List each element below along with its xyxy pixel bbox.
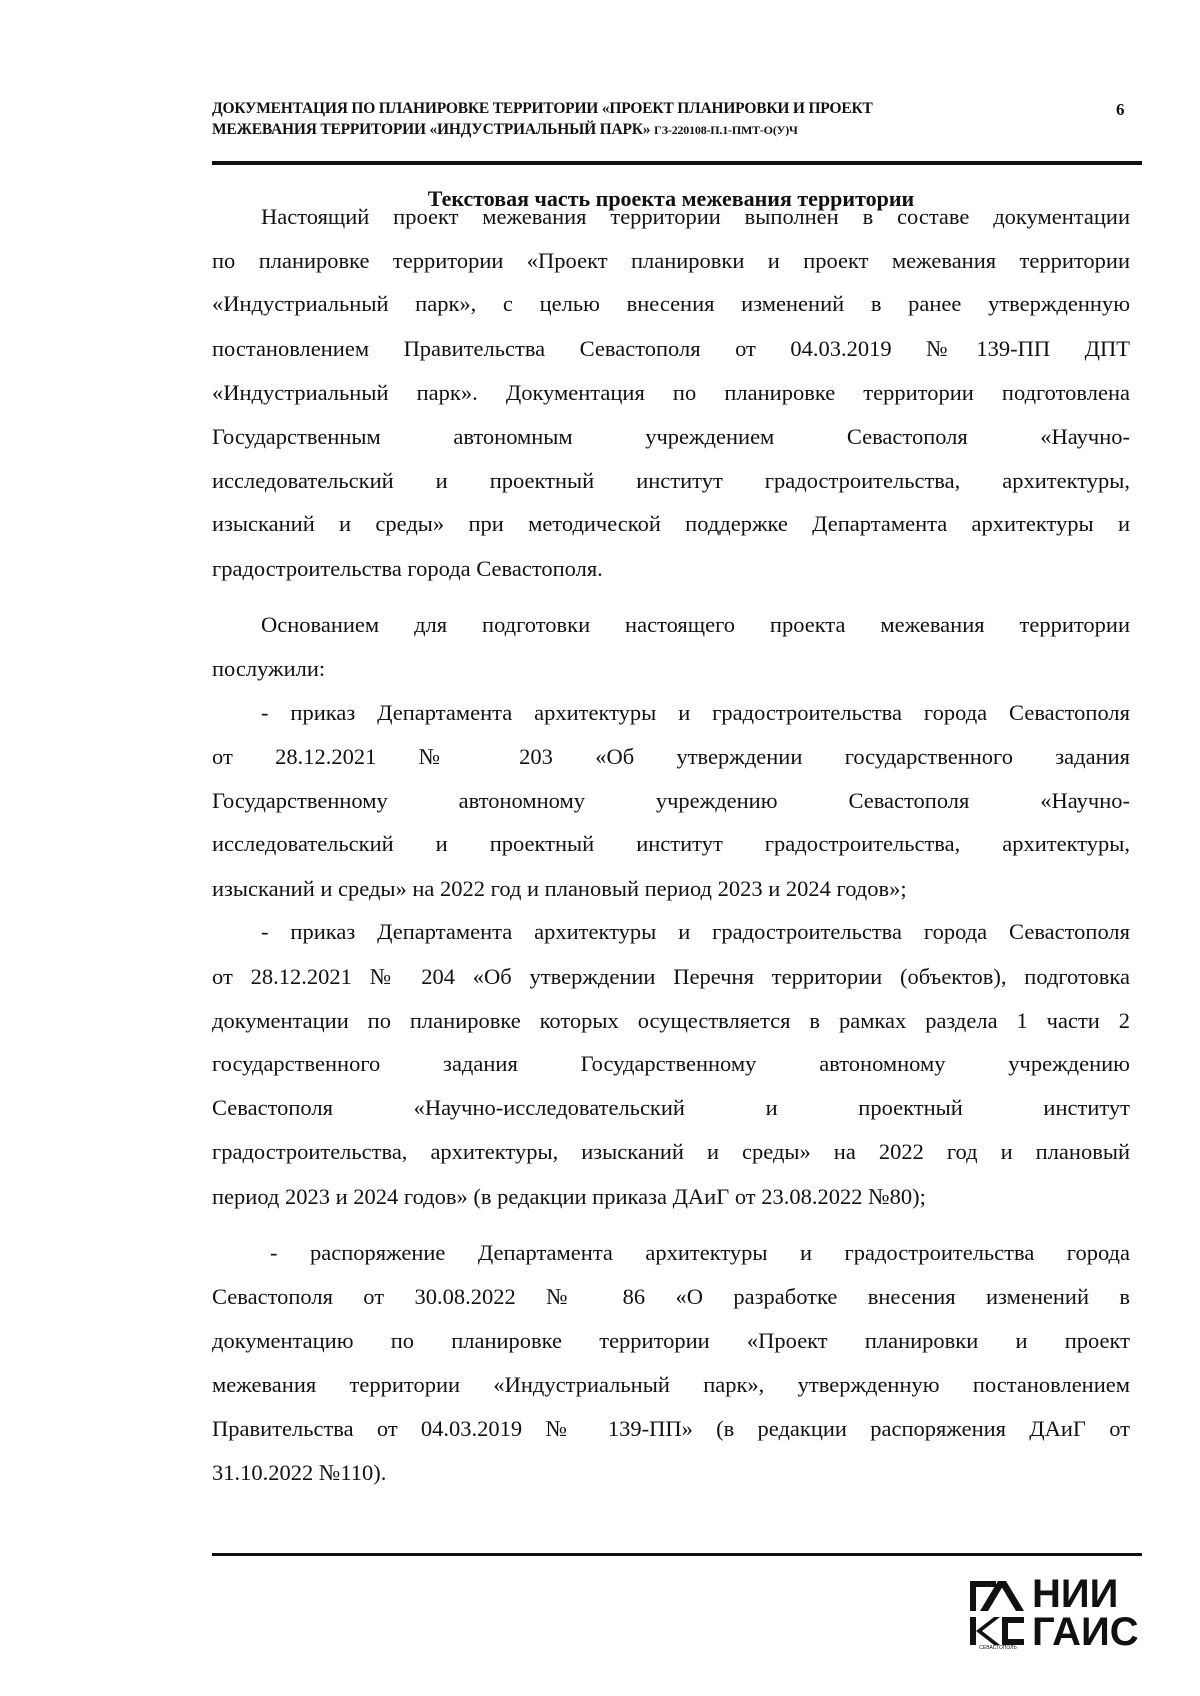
body-line: исследовательский и проектный институт градостроительства, архитектуры,	[212, 831, 1130, 856]
body-line: изысканий и среды» при методической поддержке Департамента архитектуры и	[212, 511, 1130, 536]
header-line-2-text: МЕЖЕВАНИЯ ТЕРРИТОРИИ «ИНДУСТРИАЛЬНЫЙ ПАРК»	[212, 121, 651, 138]
logo-text-line-2: ГАИС	[1032, 1610, 1139, 1654]
body-line: «Индустриальный парк». Документация по планировке территории подготовлена	[212, 380, 1130, 405]
body-line: послужили:	[212, 656, 326, 681]
body-line: документацию по планировке территории «Проект планировки и проект	[212, 1328, 1130, 1353]
logo-text	[1032, 1572, 1139, 1654]
body-line: Севастополя от 30.08.2022 № 86 «О разработке внесения изменений в	[212, 1284, 1130, 1309]
header-line-2	[212, 119, 1032, 141]
body-line: - приказ Департамента архитектуры и градостроительства города Севастополя	[261, 919, 1130, 944]
header-line-1: ДОКУМЕНТАЦИЯ ПО ПЛАНИРОВКЕ ТЕРРИТОРИИ «ПРОЕКТ ПЛАНИРОВКИ И ПРОЕКТ	[212, 100, 873, 117]
body-line: от 28.12.2021 № 203 «Об утверждении государственного задания	[212, 744, 1130, 769]
body-line: - распоряжение Департамента архитектуры и градостроительства города	[270, 1240, 1130, 1265]
body-line: период 2023 и 2024 годов» (в редакции приказа ДАиГ от 23.08.2022 №80);	[212, 1184, 926, 1209]
logo-text-line-1: НИИ	[1032, 1572, 1119, 1616]
body-line: по планировке территории «Проект планировки и проект межевания территории	[212, 248, 1130, 273]
footer-divider	[212, 1553, 1142, 1556]
body-line: документации по планировке которых осуществляется в рамках раздела 1 части 2	[212, 1008, 1130, 1033]
body-line: градостроительства города Севастополя.	[212, 556, 603, 581]
body-line: Основанием для подготовки настоящего проекта межевания территории	[261, 612, 1130, 637]
body-line: «Индустриальный парк», с целью внесения изменений в ранее утвержденную	[212, 291, 1130, 316]
logo-mark-icon	[968, 1579, 1026, 1649]
body-line: межевания территории «Индустриальный парк», утвержденную постановлением	[212, 1372, 1130, 1397]
document-code: ГЗ-220108-П.1-ПМТ-О(У)Ч	[654, 123, 798, 137]
body-line: изысканий и среды» на 2022 год и плановый период 2023 и 2024 годов»;	[212, 876, 907, 901]
body-line: государственного задания Государственному автономному учреждению	[212, 1051, 1130, 1076]
body-line: 31.10.2022 №110).	[212, 1460, 387, 1485]
body-line: - приказ Департамента архитектуры и градостроительства города Севастополя	[261, 700, 1130, 725]
page-number: 6	[1116, 100, 1125, 119]
body-line: Правительства от 04.03.2019 № 139-ПП» (в редакции распоряжения ДАиГ от	[212, 1416, 1130, 1441]
body-line: градостроительства, архитектуры, изысканий и среды» на 2022 год и плановый	[212, 1139, 1130, 1164]
body-line: постановлением Правительства Севастополя от 04.03.2019 №139-ПП ДПТ	[212, 336, 1130, 361]
section-title: Текстовая часть проекта межевания территории	[427, 186, 915, 211]
institute-logo	[968, 1572, 1143, 1655]
document-header	[212, 98, 1032, 141]
body-line: исследовательский и проектный институт градостроительства, архитектуры,	[212, 468, 1130, 493]
body-line: от 28.12.2021 № 204 «Об утверждении Перечня территории (объектов), подготовка	[212, 964, 1130, 989]
body-line: Севастополя «Научно-исследовательский и проектный институт	[212, 1095, 1130, 1120]
body-line: Государственным автономным учреждением Севастополя «Научно-	[212, 424, 1130, 449]
header-divider	[212, 161, 1142, 165]
body-line: Настоящий проект межевания территории выполнен в составе документации	[261, 204, 1130, 229]
body-line: Государственному автономному учреждению Севастополя «Научно-	[212, 788, 1130, 813]
logo-city: СЕВАСТОПОЛЬ	[979, 1645, 1017, 1651]
